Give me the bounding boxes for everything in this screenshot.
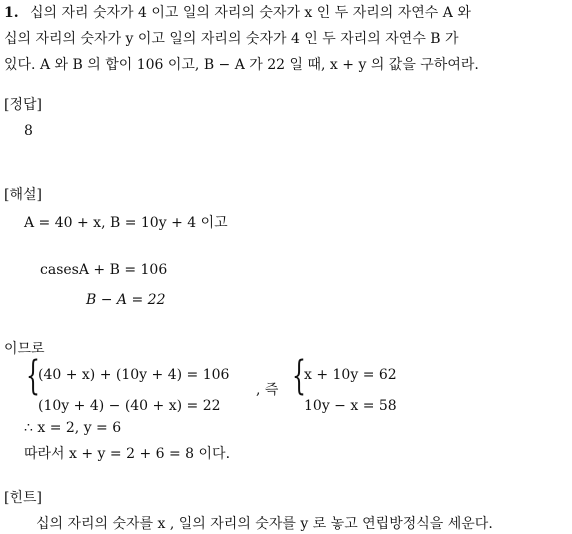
problem-line-1: 십의 자리 숫자가 4 이고 일의 자리의 숫자가 x 인 두 자리의 자연수 A 와 [30,5,471,21]
solution-definition: A = 40 + x, B = 10y + 4 이고 [24,215,228,231]
answer-value: 8 [24,123,33,139]
system-2-equation-1: x + 10y = 62 [304,367,397,383]
left-brace-system-2: { [292,353,306,399]
conclusion-line: 따라서 x + y = 2 + 6 = 8 이다. [24,446,231,462]
problem-line-3: 있다. A 와 B 의 합이 106 이고, B − A 가 22 일 때, x + y 의 값을 구하여라. [4,57,479,73]
problem-line-2: 십의 자리의 숫자가 y 이고 일의 자리의 숫자가 4 인 두 자리의 자연수 B 가 [4,31,459,47]
solution-header: [해설] [4,187,42,203]
connector-text: , 즉 [256,382,279,398]
hint-header: [힌트] [4,490,42,506]
problem-number: 1. [4,5,19,21]
answer-header: [정답] [4,97,42,113]
cases-line-1: casesA + B = 106 [40,262,168,278]
hint-text: 십의 자리의 숫자를 x , 일의 자리의 숫자를 y 로 놓고 연립방정식을 세운다. [36,516,493,532]
system-1-equation-1: (40 + x) + (10y + 4) = 106 [38,367,230,383]
system-1-equation-2: (10y + 4) − (40 + x) = 22 [38,398,221,414]
left-brace-system-1: { [26,353,40,399]
cases-line-2: B − A = 22 [86,292,166,308]
system-2-equation-2: 10y − x = 58 [304,398,397,414]
result-line: ∴ x = 2, y = 6 [24,420,122,436]
therefore-word: 이므로 [4,341,45,357]
